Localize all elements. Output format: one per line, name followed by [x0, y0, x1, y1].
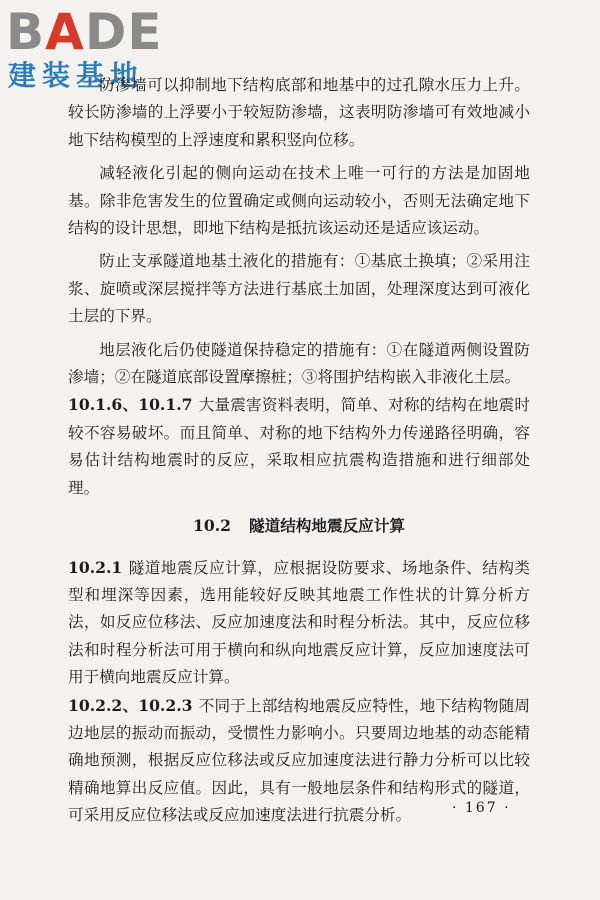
section-heading [68, 512, 530, 539]
clause-number: 10.1.6、10.1.7 [68, 395, 193, 415]
clause-10-1-6 [68, 391, 530, 502]
paragraph-cutoff-wall: 防渗墙可以抑制地下结构底部和地基中的过孔隙水压力上升。较长防渗墙的上浮要小于较短防渗墙，这表明防渗墙可有效地减小地下结构模型的上浮速度和累积竖向位移。 [68, 76, 530, 149]
logo-wordmark: BADE [6, 3, 163, 61]
clause-text: 不同于上部结构地震反应特性，地下结构物随周边地层的振动而振动，受惯性力影响小。只要周边地基的动态能精确地预测，根据反应位移法或反应加速度法进行静力分析可以比较精确地算出反应值。因此，具有一般地层条件和结构形式的隧道，可采用反应位移法或反应加速度法进行抗震分析。 [68, 696, 530, 825]
paragraph-liquefaction-prevention: 防止支承隧道地基土液化的措施有：①基底土换填；②采用注浆、旋喷或深层搅拌等方法进行基底土加固，处理深度达到可液化土层的下界。 [68, 252, 530, 326]
paragraph-stability-measures: 地层液化后仍使隧道保持稳定的措施有：①在隧道两侧设置防渗墙；②在隧道底部设置摩擦桩；③将围护结构嵌入非液化土层。 [68, 340, 530, 387]
clause-number: 10.2.1 [68, 557, 123, 577]
section-title: 隧道结构地震反应计算 [249, 516, 405, 536]
clause-10-2-1 [68, 554, 530, 692]
clause-text: 隧道地震反应计算，应根据设防要求、场地条件、结构类型和埋深等因素，选用能较好反映其地震工作性状的计算分析方法，如反应位移法、反应加速度法和时程分析法。其中，反应位移法和时程分析法可用于横向和纵向地震反应计算，反应加速度法可用于横向地震反应计算。 [68, 558, 530, 687]
page-number: · 167 · [452, 800, 511, 816]
clause-text: 大量震害资料表明，简单、对称的结构在地震时较不容易破坏。而且简单、对称的地下结构外力传递路径明确，容易估计结构地震时的反应，采取相应抗震构造措施和进行细部处理。 [68, 396, 530, 497]
logo-subtitle: 建装基地 [8, 59, 145, 92]
body-text [68, 72, 530, 836]
paragraph-lateral-motion: 减轻液化引起的侧向运动在技术上唯一可行的方法是加固地基。除非危害发生的位置确定或侧向运动较小，否则无法确定地下结构的设计思想，即地下结构是抵抗该运动还是适应该运动。 [68, 164, 530, 238]
clause-number: 10.2.2、10.2.3 [68, 695, 193, 715]
section-number: 10.2 [193, 516, 232, 536]
